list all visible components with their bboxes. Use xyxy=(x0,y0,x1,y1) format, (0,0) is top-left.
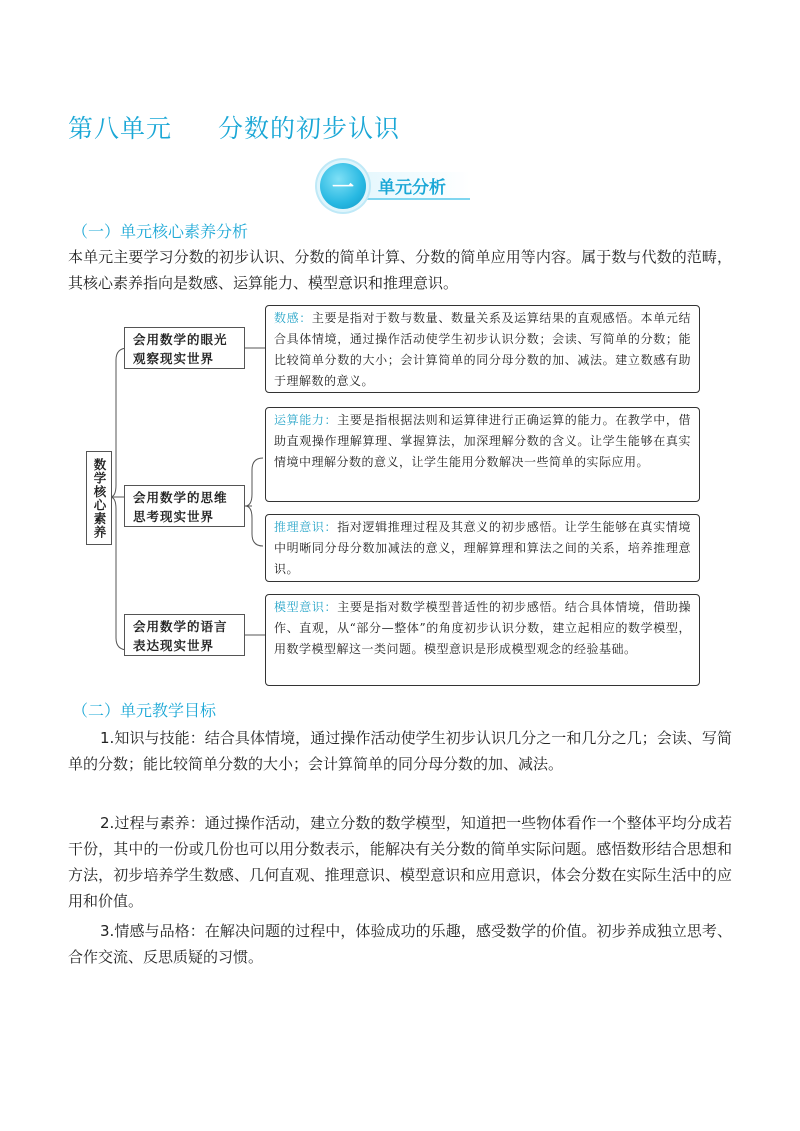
detail-text: 指对逻辑推理过程及其意义的初步感悟。让学生能够在真实情境中明晰同分母分数加减法的意义，理解算理和算法之间的关系，培养推理意识。 xyxy=(274,520,691,576)
detail-text: 主要是指对于数与数量、数量关系及运算结果的直观感悟。本单元结合具体情境，通过操作活动使学生初步认识分数；会读、写简单的分数；能比较简单分数的大小；会计算简单的同分母分数的加、减法。建立数感有助于理解数的意义。 xyxy=(274,311,691,388)
subheading-teaching-goals: （二）单元教学目标 xyxy=(72,701,217,720)
detail-text: 主要是指根据法则和运算律进行正确运算的能力。在教学中，借助直观操作理解算理、掌握算法，加深理解分数的含义。让学生能够在真实情境中理解分数的意义，让学生能用分数解决一些简单的实际应用。 xyxy=(274,413,691,469)
detail-number-sense xyxy=(265,305,700,393)
page-title xyxy=(68,109,400,145)
section-label: 单元分析 xyxy=(358,172,470,200)
branch-think: 会用数学的思维思考现实世界 xyxy=(124,485,245,527)
unit-number: 第八单元 xyxy=(68,113,173,143)
unit-topic: 分数的初步认识 xyxy=(218,113,401,143)
detail-computation xyxy=(265,407,700,502)
detail-text: 主要是指对数学模型普适性的初步感悟。结合具体情境，借助操作、直观，从“部分—整体”的角度初步认识分数，建立起相应的数学模型，用数学模型解这一类问题。模型意识是形成模型观念的经验基础。 xyxy=(274,600,691,656)
goal-knowledge-skills: 1.知识与技能：结合具体情境，通过操作活动使学生初步认识几分之一和几分之几；会读、写简单的分数；能比较简单分数的大小；会计算简单的同分母分数的加、减法。 xyxy=(68,729,732,773)
branch-observe: 会用数学的眼光观察现实世界 xyxy=(124,327,245,369)
detail-modeling xyxy=(265,594,700,686)
subheading-core-literacy: （一）单元核心素养分析 xyxy=(72,222,249,241)
term-number-sense: 数感： xyxy=(274,311,312,325)
goal-process-literacy: 2.过程与素养：通过操作活动，建立分数的数学模型，知道把一些物体看作一个整体平均分成若干份，其中的一份或几份也可以用分数表示，能解决有关分数的简单实际问题。感悟数形结合思想和方法，初步培养学生数感、几何直观、推理意识、模型意识和应用意识，体会分数在实际生活中的应用和价值。 xyxy=(68,814,732,910)
section-badge xyxy=(320,163,476,209)
core-literacy-diagram xyxy=(80,300,710,695)
term-computation: 运算能力： xyxy=(274,413,338,427)
intro-paragraph: 本单元主要学习分数的初步认识、分数的简单计算、分数的简单应用等内容。属于数与代数的范畴，其核心素养指向是数感、运算能力、模型意识和推理意识。 xyxy=(68,248,732,292)
detail-reasoning xyxy=(265,514,700,582)
goal-emotion-character: 3.情感与品格：在解决问题的过程中，体验成功的乐趣，感受数学的价值。初步养成独立思考、合作交流、反思质疑的习惯。 xyxy=(68,922,732,966)
term-reasoning: 推理意识： xyxy=(274,520,338,534)
core-literacy-root: 数学核心素养 xyxy=(86,451,112,545)
branch-express: 会用数学的语言表达现实世界 xyxy=(124,614,245,656)
term-modeling: 模型意识： xyxy=(274,600,338,614)
section-number-circle: 一 xyxy=(320,163,366,209)
